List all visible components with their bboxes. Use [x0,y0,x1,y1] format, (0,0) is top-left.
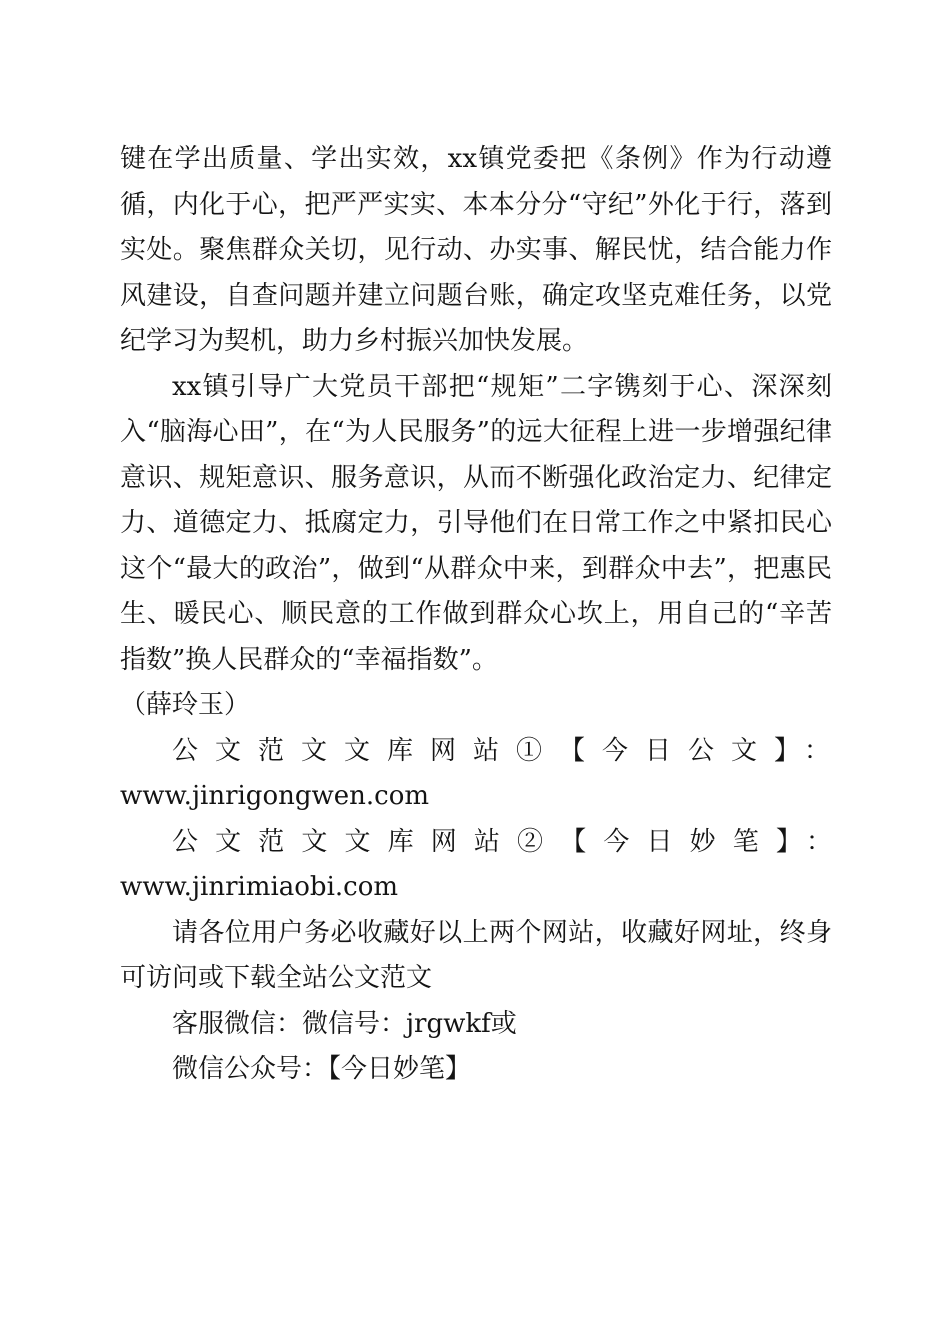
author-signature: （薛玲玉） [120,690,251,720]
site1-url: www.jinrigongwen.com [120,781,430,811]
site1-label: 公文范文文库网站①【今日公文】： [172,735,832,766]
paragraph-continued: 键在学出质量、学出实效，xx镇党委把《条例》作为行动遵循，内化于心，把严严实实、本本分分“守纪”外化于行，落到实处。聚焦群众关切，见行动、办实事、解民忧，结合能力作风建设，自查问题并建立问题台账，确定攻坚克难任务，以党纪学习为契机，助力乡村振兴加快发展。 [120,144,832,356]
document-body [120,137,832,1093]
official-account: 微信公众号：【今日妙笔】 [172,1054,472,1084]
paragraph-discipline: xx镇引导广大党员干部把“规矩”二字镌刻于心、深深刻入“脑海心田”，在“为人民服务”的远大征程上进一步增强纪律意识、规矩意识、服务意识，从而不断强化政治定力、纪律定力、道德定力、抵腐定力，引导他们在日常工作之中紧扣民心这个“最大的政治”，做到“从群众中来，到群众中去”，把惠民生、暖民心、顺民意的工作做到群众心坎上，用自己的“辛苦指数”换人民群众的“幸福指数”。 [120,371,832,675]
service-wechat: 客服微信：微信号：jrgwkf或 [172,1008,517,1039]
bookmark-notice: 请各位用户务必收藏好以上两个网站，收藏好网址，终身可访问或下载全站公文范文 [120,917,832,993]
site2-line: 公文范文文库网站②【今日妙笔】：www.jinrimiaobi.com [120,826,832,902]
